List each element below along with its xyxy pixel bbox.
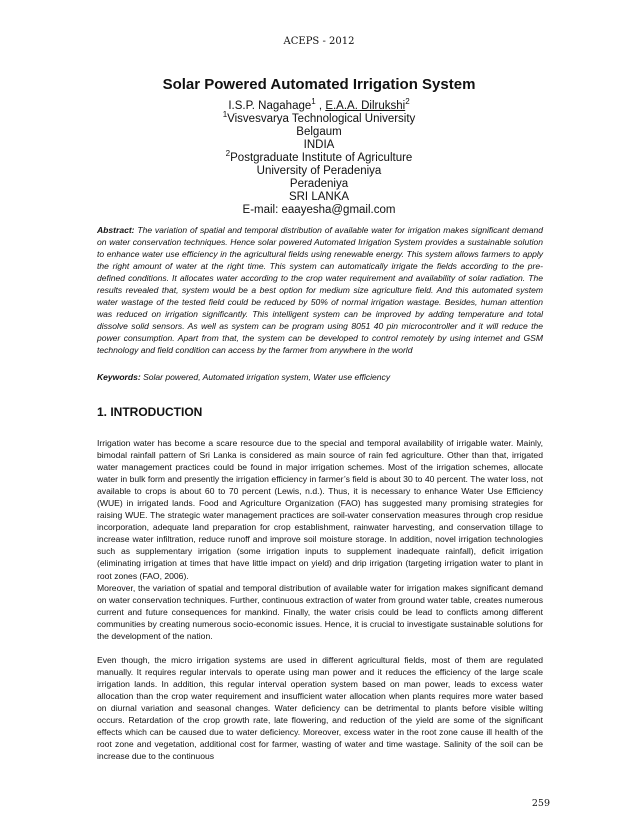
paragraph: Even though, the micro irrigation systems are used in different agricultural fields, most of them are regulated manually. It requires regular intervals to operate using man power and it reduces the efficiency of the large scale irrigation lands. In addition, this regular interval operation system based on man power, leads to excess water allocation than the crop water requirement and insufficient water allocation when plants requires more water based on diurnal variation and seasonal changes. Water deficiency can be detrimental to plants before visible wilting occurs. Retardation of the crop growth rate, late flowering, and reduction of the yield are some of the significant effects which can be caused due to water deficiency. Moreover, excess water in the root zone cause ill health of the root zone and vegetation, additional cost for farmer, wasting of water and time wastage. Salinity of the soil can be increase due to the continuous: [97, 654, 543, 762]
paragraph: Moreover, the variation of spatial and temporal distribution of available water for irrigation makes significant demand on water conservation techniques. Further, continuous extraction of water from ground water table, creates numerous current and future consequences for mankind. Finally, the water crisis could be lead to conflicts among different communities by creating numerous socio-economic issues. Hence, it is crucial to investigate sustainable solutions for the development of the nation.: [97, 582, 543, 641]
author-names: [0, 97, 638, 113]
page-number: 259: [531, 798, 550, 809]
affiliation-2-university: University of Peradeniya: [256, 165, 382, 177]
affiliation-2: [0, 149, 638, 165]
affiliation-1-mark: 1: [222, 110, 228, 120]
paper-title: Solar Powered Automated Irrigation System: [162, 76, 476, 93]
affiliation-2-city: Peradeniya: [289, 178, 349, 190]
keywords-text: Solar powered, Automated irrigation system, Water use efficiency: [143, 372, 391, 382]
abstract: [97, 224, 543, 357]
author-1-affil-mark: 1: [311, 97, 316, 107]
author-1: I.S.P. Nagahage: [228, 100, 312, 112]
affiliation-1-city: Belgaum: [296, 126, 342, 138]
section-heading: 1. INTRODUCTION: [97, 405, 203, 419]
abstract-text: The variation of spatial and temporal distribution of available water for irrigation makes significant demand on water conservation techniques. Hence solar powered Automated Irrigation System provides a sustainable solution to enhance water use efficiency in the agricultural fields using renewable energy. This system allows farmers to apply the right amount of water at the right time. This system can automatically irrigate the fields according to the pre-defined conditions. It allocates water according to the crop water requirement and availability of solar radiation. The results revealed that, system would be a best option for medium size agriculture field. And this automated system water wastage of the tested field could be reduced by 50% of normal irrigation wastage. Besides, human attention was reduced on irrigation significantly. This intelligent system can be improved by adding temperature and total dissolve solid sensors. As well as system can be program using 8051 40 pin microcontroller and it will reduce the power consumption. Apart from that, the system can be developed to control remotely by using internet and GSM technology and field condition can access by the farmer from anywhere in the world: [97, 225, 543, 356]
body-text: [97, 437, 543, 762]
affiliation-2-name: Postgraduate Institute of Agriculture: [230, 152, 413, 164]
author-block: [0, 97, 638, 217]
author-2: E.A.A. Dilrukshi: [325, 100, 406, 112]
paragraph: Irrigation water has become a scare resource due to the special and temporal availability of irrigable water. Mainly, bimodal rainfall pattern of Sri Lanka is considered as main source of rain fed agriculture. Other than that, irrigated water management practices could be found in major irrigation schemes. Most of the irrigation schemes, allocate water in bulk form and presently the irrigation efficiency in farmer’s field is about 30 to 40 percent. The water loss, not available to crops is about 60 to 70 percent (Lewis, n.d.). Thus, it is necessary to enhance Water Use Efficiency (WUE) in irrigated lands. Food and Agriculture Organization (FAO) has suggested many promising strategies for raising WUE. The strategic water management practices are soil-water conservation measures through crop residue incorporation, adequate land preparation for crop establishment, rainwater harvesting, and conservation tillage to increase water infiltration, reduce runoff and improve soil moisture storage. In addition, novel irrigation technologies such as supplementary irrigation (some irrigation inputs to supplement inadequate rainfall), deficit irrigation (eliminating irrigation at times that have little impact on yield) and drip irrigation (targeting irrigation water to plant in root zones (FAO, 2006).: [97, 438, 543, 581]
running-header: ACEPS - 2012: [283, 36, 355, 47]
affiliation-2-country: SRI LANKA: [288, 191, 350, 203]
contact-email: E-mail: eaayesha@gmail.com: [242, 204, 396, 216]
affiliation-2-mark: 2: [225, 149, 231, 159]
author-2-affil-mark: 2: [405, 97, 410, 107]
abstract-label: Abstract:: [97, 225, 135, 235]
affiliation-1-name: Visvesvarya Technological University: [227, 113, 416, 125]
affiliation-1: [0, 110, 638, 126]
author-separator: ,: [315, 100, 326, 112]
affiliation-1-country: INDIA: [303, 139, 335, 151]
keywords: [97, 372, 543, 382]
keywords-label: Keywords:: [97, 372, 141, 382]
